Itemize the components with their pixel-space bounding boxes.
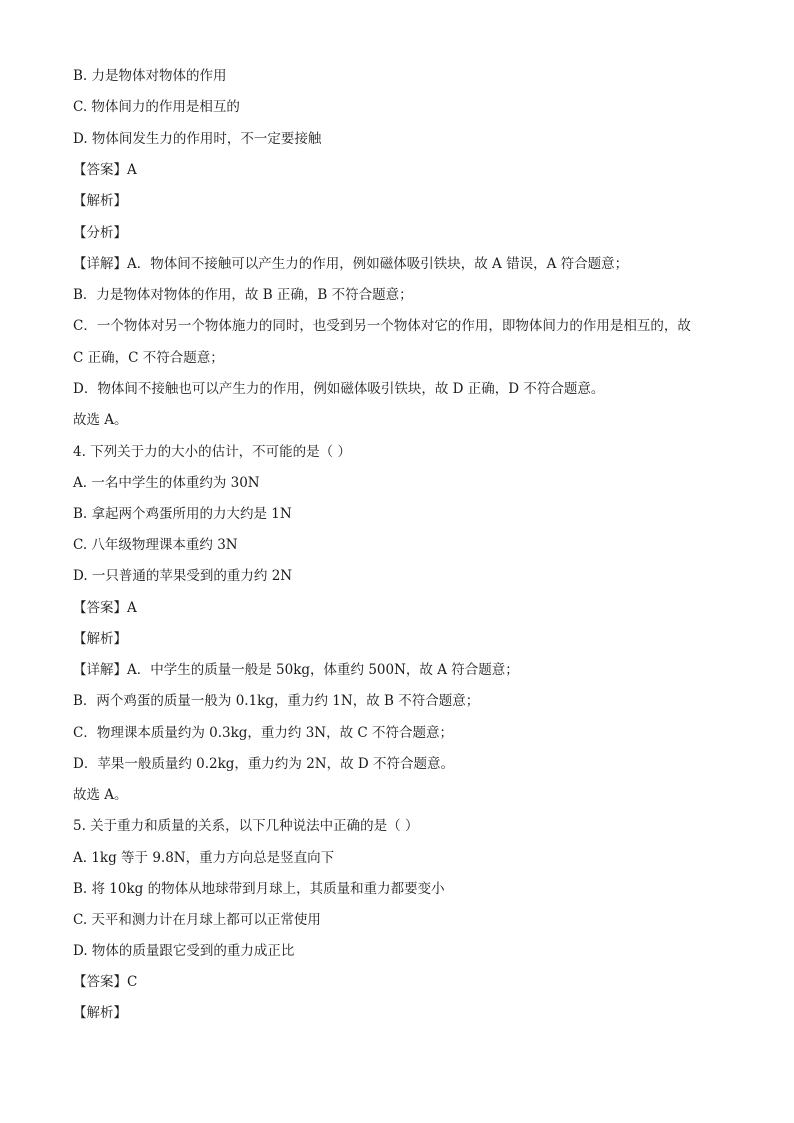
option-line: A. 一名中学生的体重约为 30N — [73, 475, 260, 491]
option-line: C. 物体间力的作用是相互的 — [73, 99, 240, 115]
question-stem: 4. 下列关于力的大小的估计，不可能的是（ ） — [73, 444, 351, 460]
option-line: C. 天平和测力计在月球上都可以正常使用 — [73, 912, 321, 928]
explanation-line: B．力是物体对物体的作用，故 B 正确，B 不符合题意； — [73, 287, 413, 303]
option-line: B. 力是物体对物体的作用 — [73, 68, 227, 84]
explanation-line: C．一个物体对另一个物体施力的同时，也受到另一个物体对它的作用，即物体间力的作用是相互的，故 — [73, 318, 691, 334]
analysis-label: 【解析】 — [73, 631, 127, 647]
answer-label: 【答案】C — [73, 974, 138, 990]
question-stem: 5. 关于重力和质量的关系，以下几种说法中正确的是（ ） — [73, 818, 419, 834]
explanation-line: C 正确，C 不符合题意； — [73, 350, 224, 366]
analysis-label: 【解析】 — [73, 1005, 127, 1021]
explanation-line: D．苹果一般质量约 0.2kg，重力约为 2N，故 D 不符合题意。 — [73, 756, 455, 772]
explanation-line: B．两个鸡蛋的质量一般为 0.1kg，重力约 1N，故 B 不符合题意； — [73, 693, 480, 709]
explanation-line: D．物体间不接触也可以产生力的作用，例如磁体吸引铁块，故 D 正确，D 不符合题意。 — [73, 381, 605, 397]
option-line: C. 八年级物理课本重约 3N — [73, 537, 238, 553]
analysis-label: 【解析】 — [73, 193, 127, 209]
option-line: D. 一只普通的苹果受到的重力约 2N — [73, 568, 293, 584]
conclusion-line: 故选 A。 — [73, 412, 128, 428]
option-line: B. 将 10kg 的物体从地球带到月球上，其质量和重力都要变小 — [73, 881, 445, 897]
option-line: D. 物体的质量跟它受到的重力成正比 — [73, 943, 295, 959]
option-line: B. 拿起两个鸡蛋所用的力大约是 1N — [73, 506, 292, 522]
conclusion-line: 故选 A。 — [73, 787, 128, 803]
option-line: D. 物体间发生力的作用时，不一定要接触 — [73, 131, 322, 147]
answer-label: 【答案】A — [73, 600, 137, 616]
option-line: A. 1kg 等于 9.8N，重力方向总是竖直向下 — [73, 850, 335, 866]
explanation-line: C．物理课本质量约为 0.3kg，重力约 3N，故 C 不符合题意； — [73, 725, 454, 741]
explanation-line: 【详解】A．物体间不接触可以产生力的作用，例如磁体吸引铁块，故 A 错误，A 符合题意； — [73, 256, 629, 272]
explanation-line: 【详解】A．中学生的质量一般是 50kg，体重约 500N，故 A 符合题意； — [73, 662, 519, 678]
answer-label: 【答案】A — [73, 162, 137, 178]
fenxi-label: 【分析】 — [73, 225, 127, 241]
